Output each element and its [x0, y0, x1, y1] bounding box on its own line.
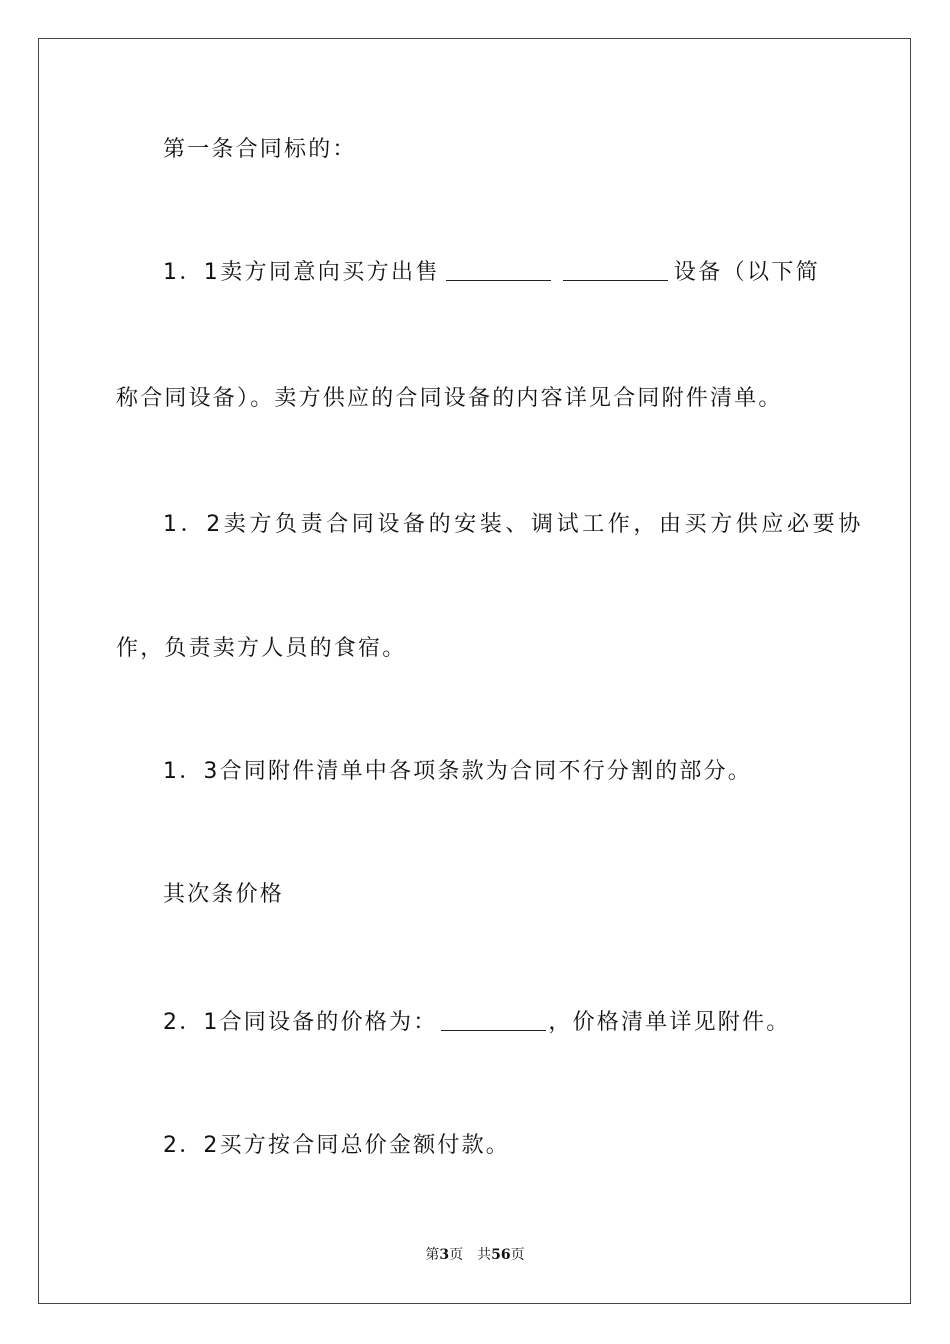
page-footer: [0, 1246, 950, 1264]
article-1-heading: 第一条合同标的：: [163, 137, 357, 162]
footer-prefix: 第: [425, 1247, 440, 1263]
clause-1-2-line-1: 1．2卖方负责合同设备的安装、调试工作，由买方供应必要协: [163, 512, 864, 537]
current-page-number: 3: [439, 1247, 450, 1263]
blank-field: [563, 258, 668, 281]
clause-2-2: 2．2买方按合同总价金额付款。: [163, 1133, 510, 1158]
clause-1-1-line-1: [163, 258, 820, 288]
clause-2-1-suffix: ，价格清单详见附件。: [548, 1010, 791, 1035]
article-2-heading: 其次条价格: [163, 882, 285, 907]
blank-field: [441, 1008, 546, 1031]
clause-1-1-suffix: 设备（以下简: [673, 260, 821, 285]
clause-2-1: [163, 1008, 790, 1038]
clause-2-1-prefix: 2．1合同设备的价格为：: [163, 1010, 438, 1035]
clause-1-2-line-2: 作，负责卖方人员的食宿。: [116, 636, 407, 661]
clause-1-1-line-2: 称合同设备）。卖方供应的合同设备的内容详见合同附件清单。: [116, 386, 783, 411]
page-border: [38, 38, 911, 1304]
footer-mid: 页 共: [449, 1247, 492, 1263]
footer-suffix: 页: [510, 1247, 525, 1263]
blank-field: [446, 258, 551, 281]
clause-1-1-prefix: 1．1卖方同意向买方出售: [163, 260, 440, 285]
clause-1-3: 1．3合同附件清单中各项条款为合同不行分割的部分。: [163, 759, 752, 784]
total-page-number: 56: [491, 1247, 511, 1263]
